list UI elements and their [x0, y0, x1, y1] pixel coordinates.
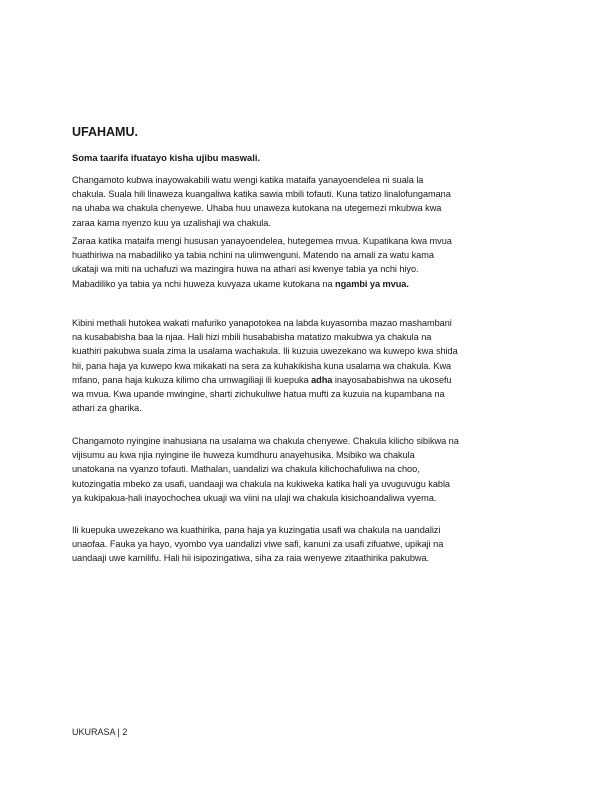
- line: vijisumu au kwa njia nyingine ile huweza kumdhuru anayehusika. Msibiko wa chakula: [72, 450, 415, 461]
- line: huathiriwa na mabadiliko ya tabia nchini na ulimwenguni. Matendo na amali za watu kama: [72, 250, 434, 261]
- paragraph-1: [72, 173, 451, 230]
- line: wa mvua. Kwa upande mwingine, sharti zichukuliwe hatua mufti za kuzuia na kupambana na: [72, 389, 445, 400]
- line: unatokana na vyanzo tofauti. Mathalan, uandalizi wa chakula kilichochafuliwa na choo,: [72, 464, 420, 475]
- instruction: Soma taarifa ifuatayo kisha ujibu maswali.: [72, 152, 261, 163]
- line: athari za gharika.: [72, 403, 142, 414]
- paragraph-3: [72, 316, 458, 415]
- line: ukataji wa miti na uchafuzi wa mazingira huwa na athari asi kwenye tabia ya nchi hiyo.: [72, 264, 419, 275]
- line-text: Mabadiliko ya tabia ya nchi huweza kuvyaza ukame kutokana na: [72, 278, 336, 289]
- line: hii, pana haja ya kuwepo kwa mikakati na sera za kuhakikisha kuna usalama wa chakula. Kwa: [72, 360, 452, 371]
- line: Changamoto nyingine inahusiana na usalama wa chakula chenyewe. Chakula kilicho sibikwa na: [72, 436, 459, 446]
- paragraph-5: [72, 523, 443, 566]
- line: Ili kuepuka uwezekano wa kuathirika, pana haja ya kuzingatia usafi wa chakula na uandalizi: [72, 525, 441, 535]
- page-footer: UKURASA | 2: [72, 727, 128, 737]
- line: uandaaji uwe kamilifu. Hali hii isipozingatiwa, siha za raia wenyewe zitaathirika pakubwa.: [72, 553, 430, 564]
- line: kutozingatia mbeko za usafi, uandaaji wa chakula na kukiweka katika hali ya uvuguvugu kabla: [72, 478, 450, 489]
- line: zaraa kama nyenzo kuu ya uzalishaji wa chakula.: [72, 217, 271, 228]
- line: na uhaba wa chakula chenyewe. Uhaba huu unaweza kutokana na utegemezi mkubwa kwa: [72, 203, 442, 214]
- line: unaofaa. Fauka ya hayo, vyombo vya uandalizi viwe safi, kanuni za usafi zifuatwe, upikaji na: [72, 539, 444, 550]
- bold-term: ngambi ya mvua.: [335, 278, 409, 289]
- line: kuathiri pakubwa suala zima la usalama wachakula. Ili kuzuia uwezekano wa kuwepo kwa shida: [72, 346, 458, 357]
- page-title: UFAHAMU.: [72, 125, 138, 139]
- line: [72, 373, 458, 387]
- line-text: inayosababishwa na ukosefu: [332, 374, 452, 385]
- paragraph-2: [72, 234, 452, 291]
- line: chakula. Suala hili linaweza kuangaliwa katika sawia mbili tofauti. Kuna tatizo linalofungamana: [72, 189, 451, 200]
- line: Zaraa katika mataifa mengi hususan yanayoendelea, hutegemea mvua. Kupatikana kwa mvua: [72, 236, 452, 246]
- paragraph-4: [72, 434, 459, 505]
- line: ya kukipakua-hali inayochochea ukuaji wa viini na ulaji wa chakula kisichoandaliwa vyema.: [72, 492, 437, 503]
- line-text: mfano, pana haja kukuza kilimo cha umwagiliaji ili kuepuka: [72, 374, 312, 385]
- line: [72, 277, 452, 291]
- bold-term: adha: [311, 374, 333, 385]
- line: Kibini methali hutokea wakati mafuriko yanapotokea na labda kuyasomba mazao mashambani: [72, 318, 452, 328]
- line: na kusababisha baa la njaa. Hali hizi mbili husababisha matatizo makubwa ya chakula na: [72, 332, 432, 343]
- line: Changamoto kubwa inayowakabili watu wengi katika mataifa yanayoendelea ni suala la: [72, 175, 424, 185]
